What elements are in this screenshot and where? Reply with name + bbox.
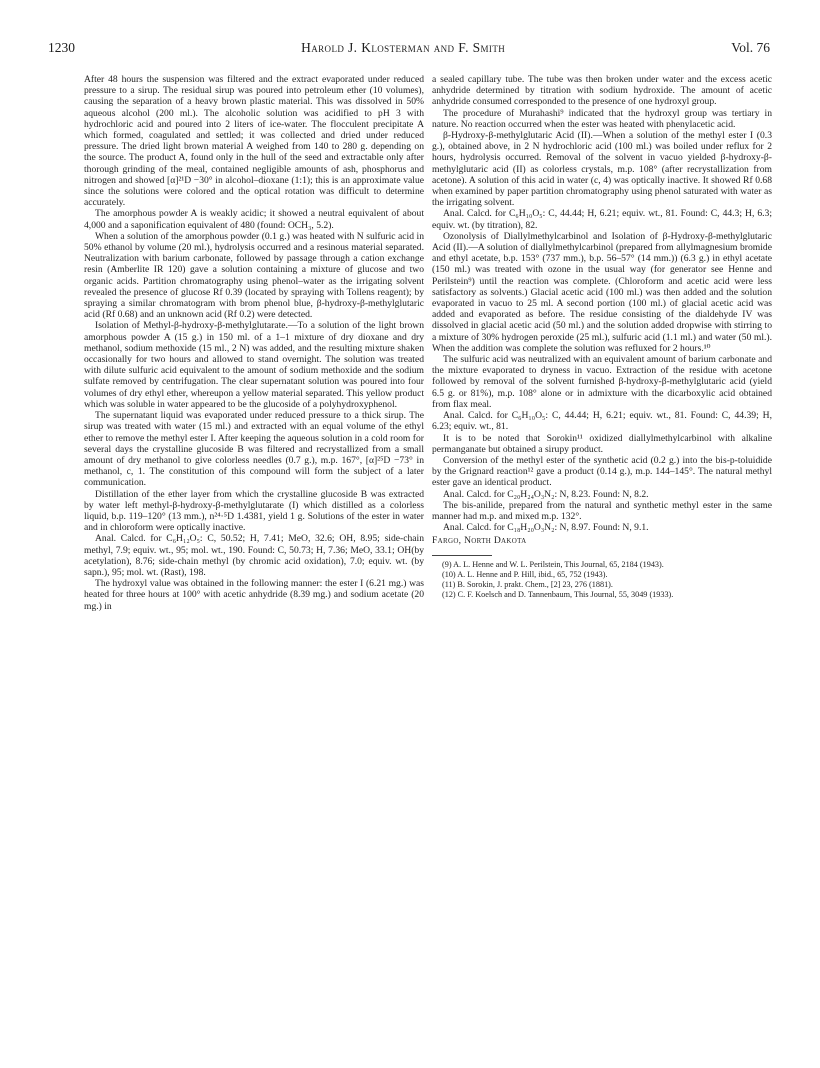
paragraph: The hydroxyl value was obtained in the following manner: the ester I (6.21 mg.) was heated for three hours at 100° with acetic anhydride (8.39 mg.) and sodium acetate (20 mg.) in — [84, 578, 424, 612]
reference-item: (12) C. F. Koelsch and D. Tannenbaum, This Journal, 55, 3049 (1933). — [442, 589, 674, 599]
paragraph: When a solution of the amorphous powder (0.1 g.) was heated with N sulfuric acid in 50% ethanol by volume (20 ml.), hydrolysis occurred and a resinous material separated. Neutralization with barium carbonate, followed by passage through a cation exchange resin (Amberlite IR 120) gave a solution containing a mixture of glucose and two organic acids. Partition chromatography using phenol–water as the irrigating solvent revealed the presence of glucose Rf 0.39 (located by spraying with Tollens reagent); by spraying a similar chromatogram with brom phenol blue, β-hydroxy-β-methylglutaric acid (Rf 0.68) and an unknown acid (Rf 0.2) were detected. — [84, 230, 424, 321]
paragraph-with-heading: Ozonolysis of Diallylmethylcarbinol and Isolation of β-Hydroxy-β-methylglutaric Acid (II).—A solution of diallylmethylcarbinol (prepared from allylmagnesium bromide and ethyl acetate, b.p. 153° (737 mm.), b.p. 56–57° (14 mm.)) (6.3 g.) in ethyl acetate (150 ml.) was treated with ozone in the usual way (for generator see Henne and Perilstein⁹) until the reaction was complete. (Chloroform and acetic acid were less satisfactory as solvents.) Glacial acetic acid (100 ml.) was then added and the solution evaporated in vacuo to 25 ml. A second portion (100 ml.) of glacial acetic acid was added and evaporated as before. The residue consisting of the dialdehyde IV was dissolved in glacial acetic acid (50 ml.) and the solution added dropwise with stirring to a mixture of 30% hydrogen peroxide (25 ml.), sulfuric acid (1.1 ml.) and water (50 ml.). When the addition was complete the solution was refluxed for 2 hours.¹⁰ — [432, 230, 772, 354]
analysis-paragraph: Anal. Calcd. for C₁₈H₂₀O₃N₂: N, 8.97. Found: N, 9.1. — [443, 522, 649, 534]
paragraph: a sealed capillary tube. The tube was then broken under water and the excess acetic anhydride determined by titration with sodium hydroxide. The amount of acetic anhydride consumed corresponded to the presence of one hydroxyl group. — [432, 74, 772, 108]
analysis-paragraph: Anal. Calcd. for C₆H₁₀O₅: C, 44.44; H, 6.21; equiv. wt., 81. Found: C, 44.39; H, 6.23; equiv. wt., 81. — [432, 410, 772, 433]
analysis-paragraph: Anal. Calcd. for C₆H₁₀O₅: C, 44.44; H, 6.21; equiv. wt., 81. Found: C, 44.3; H, 6.3; equiv. wt. (by titration), 82. — [432, 208, 772, 231]
paragraph-with-heading: Isolation of Methyl-β-hydroxy-β-methylglutarate.—To a solution of the light brown amorphous powder A (15 g.) in 150 ml. of a 1–1 mixture of dry dioxane and dry methanol, sodium methoxide (15 ml., 2 N) was added, and the resulting mixture shaken occasionally for two hours and allowed to stand overnight. The solution was treated with dilute sulfuric acid equivalent to the amount of sodium methoxide and the sodium sulfate removed by centrifugation. The clear supernatant solution was poured into four volumes of dry ethyl ether, whereupon a yellow material separated. This yellow product which was soluble in water appeared to be the glucoside of a polyhydroxyphenol. — [84, 320, 424, 410]
footnote-rule — [432, 555, 492, 556]
paragraph: After 48 hours the suspension was filtered and the extract evaporated under reduced pressure to a sirup. The residual sirup was poured into petroleum ether (10 volumes), causing the separation of a heavy brown plastic material. This was dissolved in 50% aqueous alcohol (200 ml.). The alcoholic solution was acidified to pH 3 with hydrochloric acid and poured into 2 liters of ice-water. The flocculent precipitate A which formed, coagulated and settled; it was collected and dried under reduced pressure. The dried light brown material A weighed from 140 to 280 g. depending on the source. The product A, found only in the hull of the seed and extractable only after thorough grinding of the meal, contained negligible amounts of ash, phosphorus and nitrogen and showed [α]²¹D −30° in alcohol–dioxane (1:1); this is an approximate value since the solutions were colored and the optical rotation was difficult to determine accurately. — [84, 74, 424, 209]
left-column — [84, 74, 424, 1034]
paragraph: The bis-anilide, prepared from the natural and synthetic methyl ester in the same manner had m.p. and mixed m.p. 132°. — [432, 499, 772, 522]
reference-item: (10) A. L. Henne and P. Hill, ibid., 65, 752 (1943). — [442, 569, 608, 579]
reference-item: (11) B. Sorokin, J. prakt. Chem., [2] 23, 276 (1881). — [442, 579, 613, 589]
reference-item: (9) A. L. Henne and W. L. Perilstein, This Journal, 65, 2184 (1943). — [442, 559, 664, 569]
analysis-paragraph: Anal. Calcd. for C₆H₁₂O₅: C, 50.52; H, 7.41; MeO, 32.6; OH, 8.95; side-chain methyl, 7.9; equiv. wt., 95; mol. wt., 190. Found: C, 50.73; H, 7.36; MeO, 33.1; OH(by acetylation), 8.76; side-chain methyl (by chromic acid oxidation), 7.0; equiv. wt. (by sapn.), 95; mol. wt. (Rast), 198. — [84, 533, 424, 578]
paragraph: The sulfuric acid was neutralized with an equivalent amount of barium carbonate and the mixture evaporated to dryness in vacuo. Extraction of the residue with acetone followed by removal of the solvent furnished β-hydroxy-β-methylglutaric acid (yield 6.5 g. or 81%), m.p. 108° alone or in admixture with the dicarboxylic acid obtained from flax meal. — [432, 354, 772, 410]
paragraph: Distillation of the ether layer from which the crystalline glucoside B was extracted by water left methyl-β-hydroxy-β-methylglutarate (I) which distilled as a colorless liquid, b.p. 119–120° (13 mm.), n²⁴·⁵D 1.4381, yield 1 g. Solutions of the ester in water and in chloroform were optically inactive. — [84, 488, 424, 534]
references — [432, 555, 772, 600]
running-head-authors: Harold J. Klosterman and F. Smith — [301, 40, 506, 55]
paragraph: Conversion of the methyl ester of the synthetic acid (0.2 g.) into the bis-p-toluidide by the Grignard reaction¹² gave a product (0.14 g.), m.p. 144–145°. The natural methyl ester gave an identical product. — [432, 454, 772, 489]
analysis-paragraph: Anal. Calcd. for C₂₀H₂₄O₃N₂: N, 8.23. Found: N, 8.2. — [443, 488, 649, 500]
paragraph: The amorphous powder A is weakly acidic; it showed a neutral equivalent of about 4,000 and a saponification equivalent of 480 (found: OCH₃, 5.2). — [84, 208, 424, 231]
volume-number: Vol. 76 — [731, 40, 770, 55]
page-header — [48, 40, 770, 62]
paragraph: The supernatant liquid was evaporated under reduced pressure to a thick sirup. The sirup was treated with water (15 ml.) and extracted with an equal volume of the ethyl ether to remove the methyl ester I. After keeping the aqueous solution in a cold room for several days the crystalline glucoside B was filtered and recrystallized from a small amount of dry methanol to give colorless needles (0.7 g.), m.p. 167°, [α]²⁵D −73° in methanol, c, 1. The constitution of this compound will form the subject of a later communication. — [84, 410, 424, 489]
author-address: Fargo, North Dakota — [432, 535, 527, 547]
paragraph: It is to be noted that Sorokin¹¹ oxidized diallylmethylcarbinol with alkaline permanganate but obtained a sirupy product. — [432, 432, 772, 455]
page-number: 1230 — [48, 40, 75, 55]
paragraph: The procedure of Murahashi⁹ indicated that the hydroxyl group was tertiary in nature. No reaction occurred when the ester was heated with phenylacetic acid. — [432, 107, 772, 130]
paragraph-with-heading: β-Hydroxy-β-methylglutaric Acid (II).—When a solution of the methyl ester I (0.3 g.), obtained above, in 2 N hydrochloric acid (100 ml.) was boiled under reflux for 2 hours, hydrolysis occurred. Removal of the solvent in vacuo yielded β-hydroxy-β-methylglutaric acid (II) as colorless crystals, m.p. 108° (after recrystallization from acetone). A solution of this acid in water (c, 4) was optically inactive. It showed Rf 0.68 when examined by paper partition chromatography using phenol saturated with water as the irrigating solvent. — [432, 130, 772, 209]
right-column — [432, 74, 772, 1034]
